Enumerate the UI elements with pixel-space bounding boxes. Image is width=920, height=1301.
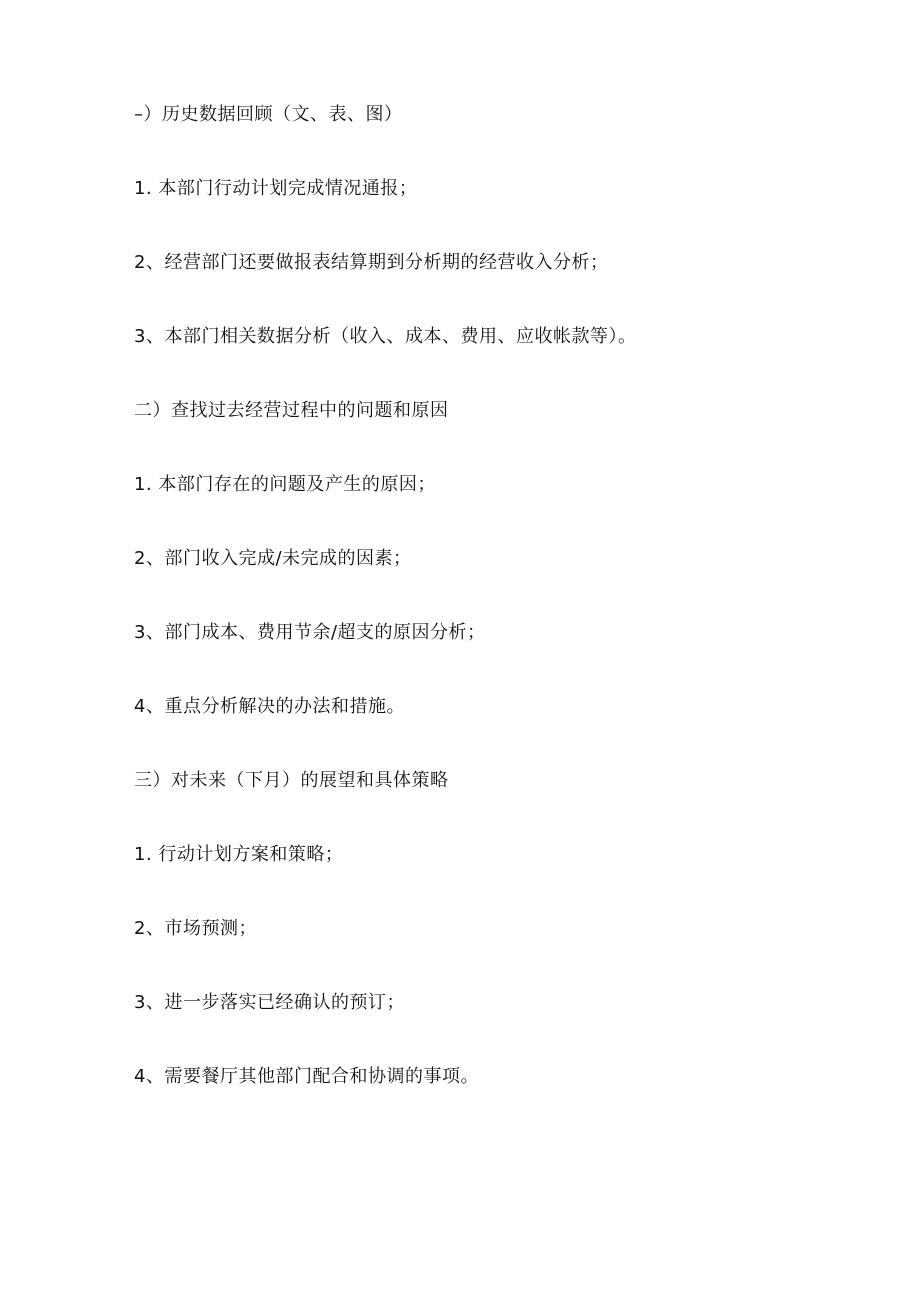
section-heading-history-review: –）历史数据回顾（文、表、图）: [134, 104, 403, 125]
list-item: 3、本部门相关数据分析（收入、成本、费用、应收帐款等）。: [134, 326, 637, 347]
list-item: 3、部门成本、费用节余/超支的原因分析；: [134, 622, 486, 643]
list-item: 2、部门收入完成/未完成的因素；: [134, 548, 412, 569]
list-item: 3、进一步落实已经确认的预订；: [134, 992, 405, 1013]
section-heading-future-outlook: 三）对未来（下月）的展望和具体策略: [134, 770, 449, 791]
list-item: 2、市场预测；: [134, 918, 257, 939]
list-item: 1. 本部门存在的问题及产生的原因；: [134, 474, 436, 495]
list-item: 1. 本部门行动计划完成情况通报；: [134, 178, 418, 199]
section-heading-problems-causes: 二）查找过去经营过程中的问题和原因: [134, 400, 449, 421]
list-item: 1. 行动计划方案和策略；: [134, 844, 344, 865]
list-item: 4、需要餐厅其他部门配合和协调的事项。: [134, 1066, 479, 1087]
list-item: 2、经营部门还要做报表结算期到分析期的经营收入分析；: [134, 252, 609, 273]
list-item: 4、重点分析解决的办法和措施。: [134, 696, 405, 717]
